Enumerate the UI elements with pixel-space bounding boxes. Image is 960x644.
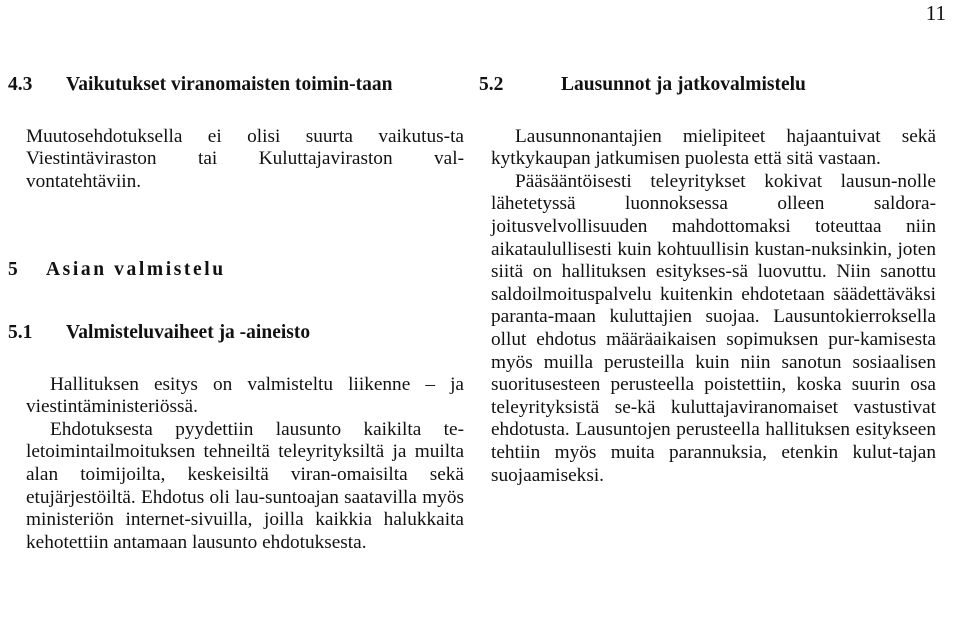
section-5-1-heading xyxy=(8,321,464,345)
section-5-1-paragraph-2: Ehdotuksesta pyydettiin lausunto kaikilta te-letoimintailmoituksen tehneiltä teleyrityksiltä ja muilta alan toimijoilta, keskeisiltä viran-omaisilta sekä etujärjestöiltä. Ehdotus oli lau-suntoajan saatavilla myös ministeriön internet-sivuilla, joilla kaikkia halukkaita kehotettiin antamaan lausunto ehdotuksesta. xyxy=(26,418,464,553)
section-5-2-title: Lausunnot ja jatkovalmistelu xyxy=(561,74,806,95)
section-4-3-number: 4.3 xyxy=(8,74,33,95)
section-5-2-heading xyxy=(479,74,936,97)
section-5-1-number: 5.1 xyxy=(8,321,33,343)
chapter-5-title: Asian valmistelu xyxy=(46,259,226,281)
section-4-3-heading xyxy=(8,74,464,97)
page-number: 11 xyxy=(925,1,946,25)
section-4-3-title: Vaikutukset viranomaisten toimin-taan xyxy=(66,74,393,95)
section-5-2-paragraph-1: Lausunnonantajien mielipiteet hajaantuivat sekä kytkykaupan jatkumisen puolesta että sitä vastaan. xyxy=(491,125,936,170)
chapter-5-heading xyxy=(8,259,464,282)
section-5-2-paragraph-2: Pääsääntöisesti teleyritykset kokivat lausun-nolle lähetetyssä luonnoksessa olleen saldora-joitusvelvollisuuden mahdottomaksi toteuttaa niin aikataulullisesti kuin kohtuullisin kustan-nuksinkin, joten siitä on hallituksen esitykses-sä luovuttu. Niin sanottu saldoilmoituspalvelu kuitenkin ehdotetaan säädettäväksi paranta-maan kuluttajien suojaa. Lausuntokierroksella ollut ehdotus määräaikaisen sopimuksen pur-kamisesta myös muilla perusteilla kuin niin sanotun sosiaalisen suoritusesteen perusteella poistettiin, koska suurin osa teleyrityksistä se-kä kuluttajaviranomaiset vastustivat ehdotusta. Lausuntojen perusteella hallituksen esitykseen tehtiin myös muita parannuksia, etenkin kulut-tajan suojaamiseksi. xyxy=(491,170,936,486)
right-column xyxy=(479,74,936,487)
section-5-1-paragraph-1: Hallituksen esitys on valmisteltu liikenne – ja viestintäministeriössä. xyxy=(26,373,464,418)
section-5-2-number: 5.2 xyxy=(479,74,504,95)
section-4-3-body: Muutosehdotuksella ei olisi suurta vaikutus-ta Viestintäviraston tai Kuluttajaviraston val-vontatehtäviin. xyxy=(26,125,464,192)
chapter-5-number: 5 xyxy=(8,259,18,281)
left-column xyxy=(8,74,464,554)
section-5-1-title: Valmisteluvaiheet ja -aineisto xyxy=(66,321,311,343)
